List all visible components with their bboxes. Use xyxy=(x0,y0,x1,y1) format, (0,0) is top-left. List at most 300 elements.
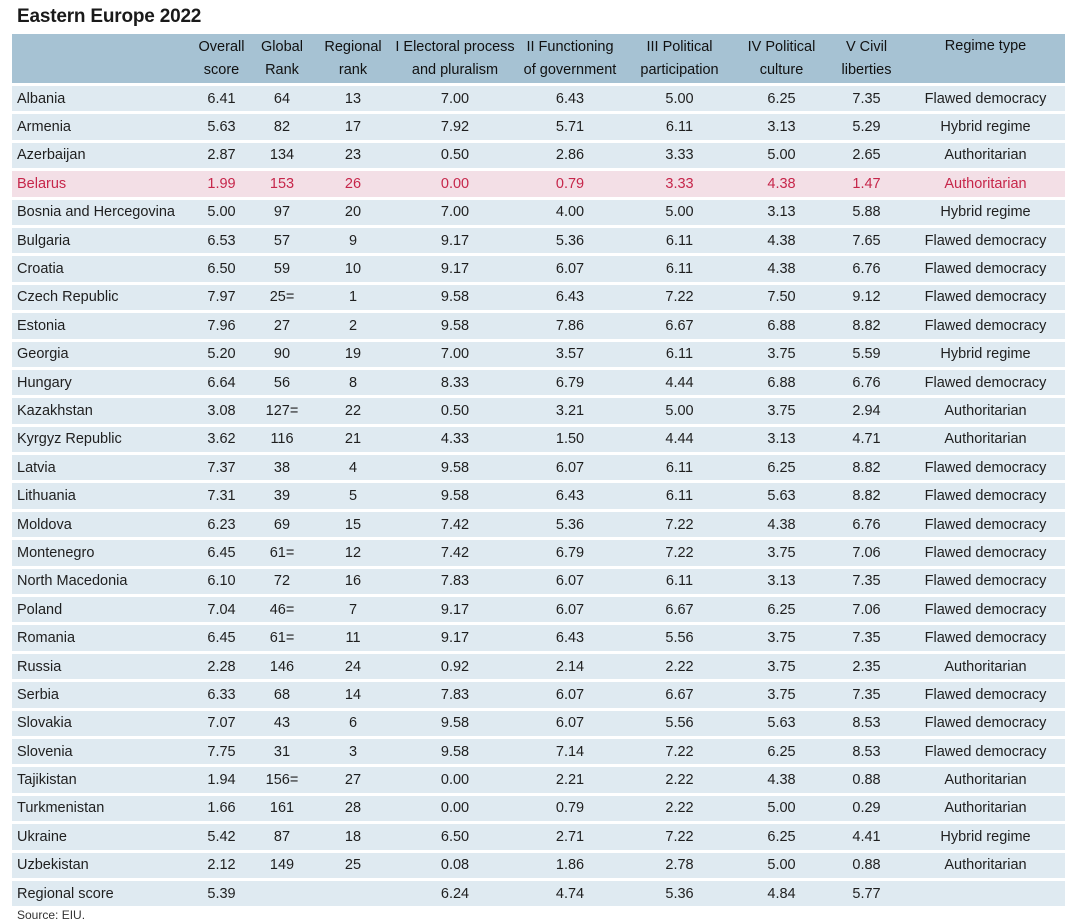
cell-regional-rank: 21 xyxy=(313,424,393,452)
cell-global-rank: 68 xyxy=(251,679,313,707)
cell-civil-liberties: 8.53 xyxy=(827,736,906,764)
cell-overall-score: 7.37 xyxy=(192,452,251,480)
cell-regional-rank: 9 xyxy=(313,225,393,253)
cell-political-participation: 2.22 xyxy=(623,793,736,821)
cell-electoral-process: 9.17 xyxy=(393,225,517,253)
cell-political-participation: 6.11 xyxy=(623,339,736,367)
cell-civil-liberties: 8.53 xyxy=(827,708,906,736)
cell-political-participation: 7.22 xyxy=(623,537,736,565)
cell-functioning-government: 6.43 xyxy=(517,282,623,310)
cell-global-rank: 72 xyxy=(251,566,313,594)
cell-country: Kyrgyz Republic xyxy=(12,424,192,452)
cell-global-rank: 27 xyxy=(251,310,313,338)
cell-overall-score: 2.12 xyxy=(192,850,251,878)
cell-regime-type: Authoritarian xyxy=(906,424,1065,452)
cell-electoral-process: 9.17 xyxy=(393,253,517,281)
cell-overall-score: 7.97 xyxy=(192,282,251,310)
cell-functioning-government: 6.07 xyxy=(517,452,623,480)
cell-regional-rank: 18 xyxy=(313,821,393,849)
table-row xyxy=(12,651,1065,679)
cell-country: Regional score xyxy=(12,878,192,906)
cell-country: Georgia xyxy=(12,339,192,367)
cell-political-culture: 6.88 xyxy=(736,310,827,338)
cell-regional-rank: 22 xyxy=(313,395,393,423)
cell-global-rank: 69 xyxy=(251,509,313,537)
cell-civil-liberties: 2.35 xyxy=(827,651,906,679)
cell-functioning-government: 6.07 xyxy=(517,253,623,281)
cell-regional-rank: 14 xyxy=(313,679,393,707)
cell-political-culture: 6.25 xyxy=(736,821,827,849)
cell-country: Slovakia xyxy=(12,708,192,736)
cell-functioning-government: 1.86 xyxy=(517,850,623,878)
cell-regional-rank: 27 xyxy=(313,764,393,792)
cell-political-participation: 5.36 xyxy=(623,878,736,906)
table-row xyxy=(12,339,1065,367)
header-regime-type: Regime type xyxy=(906,34,1065,83)
cell-global-rank: 153 xyxy=(251,168,313,196)
cell-regional-rank: 3 xyxy=(313,736,393,764)
cell-overall-score: 5.39 xyxy=(192,878,251,906)
cell-functioning-government: 6.79 xyxy=(517,537,623,565)
table-row xyxy=(12,83,1065,111)
cell-civil-liberties: 7.06 xyxy=(827,537,906,565)
cell-global-rank: 90 xyxy=(251,339,313,367)
cell-functioning-government: 5.36 xyxy=(517,509,623,537)
cell-civil-liberties: 0.29 xyxy=(827,793,906,821)
source-note: Source: EIU. xyxy=(17,908,86,922)
cell-regional-rank: 1 xyxy=(313,282,393,310)
cell-political-participation: 5.56 xyxy=(623,622,736,650)
cell-political-participation: 6.67 xyxy=(623,679,736,707)
cell-functioning-government: 4.00 xyxy=(517,197,623,225)
cell-civil-liberties: 7.35 xyxy=(827,679,906,707)
cell-global-rank: 61= xyxy=(251,537,313,565)
cell-civil-liberties: 6.76 xyxy=(827,509,906,537)
democracy-index-table xyxy=(12,34,1065,906)
cell-functioning-government: 4.74 xyxy=(517,878,623,906)
table-row xyxy=(12,253,1065,281)
cell-global-rank: 56 xyxy=(251,367,313,395)
header-civil-liberties: V Civil liberties xyxy=(827,34,906,83)
table-row xyxy=(12,367,1065,395)
cell-civil-liberties: 4.41 xyxy=(827,821,906,849)
cell-civil-liberties: 7.35 xyxy=(827,83,906,111)
cell-political-participation: 7.22 xyxy=(623,736,736,764)
cell-civil-liberties: 0.88 xyxy=(827,764,906,792)
cell-overall-score: 6.53 xyxy=(192,225,251,253)
cell-political-participation: 4.44 xyxy=(623,367,736,395)
cell-functioning-government: 3.57 xyxy=(517,339,623,367)
cell-regional-rank: 13 xyxy=(313,83,393,111)
table-row xyxy=(12,168,1065,196)
cell-global-rank: 61= xyxy=(251,622,313,650)
cell-global-rank: 43 xyxy=(251,708,313,736)
cell-political-participation: 6.11 xyxy=(623,111,736,139)
cell-electoral-process: 7.00 xyxy=(393,83,517,111)
cell-functioning-government: 6.07 xyxy=(517,566,623,594)
cell-electoral-process: 7.83 xyxy=(393,566,517,594)
cell-electoral-process: 7.42 xyxy=(393,509,517,537)
cell-country: Tajikistan xyxy=(12,764,192,792)
cell-overall-score: 5.20 xyxy=(192,339,251,367)
cell-political-culture: 3.75 xyxy=(736,395,827,423)
table-row xyxy=(12,878,1065,906)
cell-regime-type: Flawed democracy xyxy=(906,83,1065,111)
cell-regime-type: Flawed democracy xyxy=(906,480,1065,508)
cell-regime-type: Flawed democracy xyxy=(906,708,1065,736)
table-row xyxy=(12,197,1065,225)
table-row xyxy=(12,480,1065,508)
cell-political-participation: 7.22 xyxy=(623,509,736,537)
cell-functioning-government: 0.79 xyxy=(517,793,623,821)
cell-regime-type: Flawed democracy xyxy=(906,509,1065,537)
cell-country: Montenegro xyxy=(12,537,192,565)
cell-country: Kazakhstan xyxy=(12,395,192,423)
cell-country: Czech Republic xyxy=(12,282,192,310)
cell-overall-score: 5.63 xyxy=(192,111,251,139)
cell-regional-rank: 10 xyxy=(313,253,393,281)
cell-political-culture: 5.00 xyxy=(736,850,827,878)
header-electoral-process: I Electoral process and pluralism xyxy=(393,34,517,83)
cell-regime-type: Flawed democracy xyxy=(906,537,1065,565)
cell-civil-liberties: 2.94 xyxy=(827,395,906,423)
cell-political-participation: 6.11 xyxy=(623,225,736,253)
cell-civil-liberties: 7.35 xyxy=(827,622,906,650)
cell-functioning-government: 0.79 xyxy=(517,168,623,196)
cell-political-culture: 7.50 xyxy=(736,282,827,310)
cell-electoral-process: 7.00 xyxy=(393,197,517,225)
cell-country: Belarus xyxy=(12,168,192,196)
cell-global-rank: 87 xyxy=(251,821,313,849)
table-row xyxy=(12,821,1065,849)
cell-regime-type: Hybrid regime xyxy=(906,197,1065,225)
table-row xyxy=(12,679,1065,707)
cell-political-culture: 3.75 xyxy=(736,679,827,707)
cell-political-culture: 6.25 xyxy=(736,83,827,111)
table-body xyxy=(12,83,1065,906)
table-row xyxy=(12,310,1065,338)
table-row xyxy=(12,793,1065,821)
cell-global-rank: 31 xyxy=(251,736,313,764)
cell-regime-type: Authoritarian xyxy=(906,651,1065,679)
cell-functioning-government: 1.50 xyxy=(517,424,623,452)
cell-political-culture: 4.38 xyxy=(736,509,827,537)
cell-functioning-government: 3.21 xyxy=(517,395,623,423)
cell-civil-liberties: 4.71 xyxy=(827,424,906,452)
table-row xyxy=(12,282,1065,310)
cell-regime-type: Flawed democracy xyxy=(906,452,1065,480)
cell-overall-score: 1.99 xyxy=(192,168,251,196)
table-row xyxy=(12,111,1065,139)
cell-regime-type: Authoritarian xyxy=(906,764,1065,792)
cell-overall-score: 2.87 xyxy=(192,140,251,168)
cell-regional-rank: 19 xyxy=(313,339,393,367)
cell-country: Ukraine xyxy=(12,821,192,849)
cell-political-culture: 5.00 xyxy=(736,793,827,821)
table-title: Eastern Europe 2022 xyxy=(17,6,202,27)
cell-electoral-process: 6.24 xyxy=(393,878,517,906)
cell-regime-type: Flawed democracy xyxy=(906,736,1065,764)
cell-regime-type: Flawed democracy xyxy=(906,679,1065,707)
cell-electoral-process: 0.00 xyxy=(393,764,517,792)
cell-political-participation: 5.00 xyxy=(623,83,736,111)
cell-overall-score: 6.64 xyxy=(192,367,251,395)
cell-political-participation: 6.11 xyxy=(623,566,736,594)
cell-functioning-government: 6.79 xyxy=(517,367,623,395)
cell-political-culture: 3.13 xyxy=(736,566,827,594)
cell-global-rank: 149 xyxy=(251,850,313,878)
cell-overall-score: 7.04 xyxy=(192,594,251,622)
cell-overall-score: 1.94 xyxy=(192,764,251,792)
cell-civil-liberties: 9.12 xyxy=(827,282,906,310)
cell-country: Turkmenistan xyxy=(12,793,192,821)
cell-regime-type: Authoritarian xyxy=(906,850,1065,878)
cell-political-participation: 4.44 xyxy=(623,424,736,452)
table-row xyxy=(12,566,1065,594)
cell-global-rank: 46= xyxy=(251,594,313,622)
cell-regional-rank: 17 xyxy=(313,111,393,139)
cell-regional-rank: 23 xyxy=(313,140,393,168)
cell-regime-type: Flawed democracy xyxy=(906,367,1065,395)
cell-political-participation: 7.22 xyxy=(623,282,736,310)
cell-global-rank xyxy=(251,878,313,906)
table-row xyxy=(12,736,1065,764)
table-row xyxy=(12,708,1065,736)
cell-global-rank: 25= xyxy=(251,282,313,310)
cell-country: Croatia xyxy=(12,253,192,281)
cell-electoral-process: 7.42 xyxy=(393,537,517,565)
table-row xyxy=(12,225,1065,253)
header-overall-score: Overall score xyxy=(192,34,251,83)
cell-electoral-process: 9.17 xyxy=(393,594,517,622)
cell-electoral-process: 9.58 xyxy=(393,708,517,736)
cell-regime-type: Hybrid regime xyxy=(906,339,1065,367)
cell-overall-score: 6.10 xyxy=(192,566,251,594)
cell-civil-liberties: 0.88 xyxy=(827,850,906,878)
cell-overall-score: 7.75 xyxy=(192,736,251,764)
cell-regime-type: Flawed democracy xyxy=(906,282,1065,310)
cell-regional-rank: 15 xyxy=(313,509,393,537)
cell-regime-type: Hybrid regime xyxy=(906,821,1065,849)
cell-regime-type: Flawed democracy xyxy=(906,622,1065,650)
cell-electoral-process: 9.58 xyxy=(393,452,517,480)
cell-civil-liberties: 6.76 xyxy=(827,367,906,395)
cell-regional-rank: 6 xyxy=(313,708,393,736)
cell-civil-liberties: 7.35 xyxy=(827,566,906,594)
table-row xyxy=(12,452,1065,480)
cell-political-participation: 2.78 xyxy=(623,850,736,878)
cell-regime-type: Flawed democracy xyxy=(906,310,1065,338)
cell-overall-score: 5.42 xyxy=(192,821,251,849)
cell-global-rank: 97 xyxy=(251,197,313,225)
cell-political-participation: 2.22 xyxy=(623,764,736,792)
cell-regional-rank: 5 xyxy=(313,480,393,508)
cell-political-culture: 5.00 xyxy=(736,140,827,168)
cell-regime-type: Flawed democracy xyxy=(906,225,1065,253)
cell-country: Uzbekistan xyxy=(12,850,192,878)
table-row xyxy=(12,537,1065,565)
cell-regional-rank: 20 xyxy=(313,197,393,225)
cell-regional-rank: 16 xyxy=(313,566,393,594)
cell-functioning-government: 7.86 xyxy=(517,310,623,338)
cell-political-culture: 6.88 xyxy=(736,367,827,395)
cell-political-culture: 5.63 xyxy=(736,480,827,508)
cell-political-culture: 5.63 xyxy=(736,708,827,736)
cell-civil-liberties: 7.65 xyxy=(827,225,906,253)
cell-overall-score: 7.96 xyxy=(192,310,251,338)
cell-electoral-process: 7.83 xyxy=(393,679,517,707)
cell-functioning-government: 6.07 xyxy=(517,708,623,736)
cell-civil-liberties: 8.82 xyxy=(827,452,906,480)
cell-global-rank: 82 xyxy=(251,111,313,139)
cell-electoral-process: 7.00 xyxy=(393,339,517,367)
cell-civil-liberties: 1.47 xyxy=(827,168,906,196)
cell-country: Azerbaijan xyxy=(12,140,192,168)
cell-political-culture: 4.38 xyxy=(736,253,827,281)
cell-overall-score: 7.07 xyxy=(192,708,251,736)
header-regional-rank: Regional rank xyxy=(313,34,393,83)
cell-overall-score: 6.23 xyxy=(192,509,251,537)
cell-regime-type: Hybrid regime xyxy=(906,111,1065,139)
cell-civil-liberties: 5.29 xyxy=(827,111,906,139)
cell-political-participation: 6.67 xyxy=(623,310,736,338)
cell-overall-score: 3.08 xyxy=(192,395,251,423)
cell-overall-score: 1.66 xyxy=(192,793,251,821)
cell-country: Estonia xyxy=(12,310,192,338)
cell-global-rank: 161 xyxy=(251,793,313,821)
cell-overall-score: 5.00 xyxy=(192,197,251,225)
cell-functioning-government: 6.43 xyxy=(517,480,623,508)
cell-overall-score: 6.33 xyxy=(192,679,251,707)
cell-civil-liberties: 7.06 xyxy=(827,594,906,622)
cell-functioning-government: 6.43 xyxy=(517,83,623,111)
cell-functioning-government: 6.07 xyxy=(517,594,623,622)
cell-political-participation: 6.11 xyxy=(623,452,736,480)
cell-regime-type xyxy=(906,878,1065,906)
cell-overall-score: 6.50 xyxy=(192,253,251,281)
cell-electoral-process: 7.92 xyxy=(393,111,517,139)
cell-political-culture: 3.75 xyxy=(736,651,827,679)
cell-electoral-process: 9.17 xyxy=(393,622,517,650)
cell-electoral-process: 4.33 xyxy=(393,424,517,452)
cell-global-rank: 64 xyxy=(251,83,313,111)
cell-political-culture: 3.13 xyxy=(736,197,827,225)
cell-country: Bosnia and Hercegovina xyxy=(12,197,192,225)
cell-regional-rank: 12 xyxy=(313,537,393,565)
cell-global-rank: 116 xyxy=(251,424,313,452)
cell-overall-score: 6.45 xyxy=(192,537,251,565)
cell-political-culture: 4.84 xyxy=(736,878,827,906)
cell-political-culture: 6.25 xyxy=(736,736,827,764)
cell-regional-rank: 4 xyxy=(313,452,393,480)
cell-functioning-government: 7.14 xyxy=(517,736,623,764)
cell-electoral-process: 0.00 xyxy=(393,793,517,821)
cell-regime-type: Authoritarian xyxy=(906,793,1065,821)
cell-overall-score: 2.28 xyxy=(192,651,251,679)
table-row xyxy=(12,424,1065,452)
cell-electoral-process: 0.50 xyxy=(393,140,517,168)
cell-political-culture: 3.75 xyxy=(736,622,827,650)
table-row xyxy=(12,509,1065,537)
cell-country: Russia xyxy=(12,651,192,679)
cell-electoral-process: 8.33 xyxy=(393,367,517,395)
cell-country: Poland xyxy=(12,594,192,622)
cell-political-culture: 6.25 xyxy=(736,594,827,622)
cell-overall-score: 6.45 xyxy=(192,622,251,650)
cell-regime-type: Authoritarian xyxy=(906,140,1065,168)
cell-overall-score: 6.41 xyxy=(192,83,251,111)
cell-electoral-process: 6.50 xyxy=(393,821,517,849)
cell-global-rank: 38 xyxy=(251,452,313,480)
cell-regional-rank: 25 xyxy=(313,850,393,878)
cell-regime-type: Flawed democracy xyxy=(906,253,1065,281)
cell-civil-liberties: 5.88 xyxy=(827,197,906,225)
cell-political-participation: 6.11 xyxy=(623,480,736,508)
cell-political-participation: 5.56 xyxy=(623,708,736,736)
cell-political-culture: 3.75 xyxy=(736,339,827,367)
cell-political-participation: 6.11 xyxy=(623,253,736,281)
cell-global-rank: 127= xyxy=(251,395,313,423)
cell-political-participation: 5.00 xyxy=(623,395,736,423)
cell-political-culture: 4.38 xyxy=(736,764,827,792)
cell-overall-score: 7.31 xyxy=(192,480,251,508)
cell-global-rank: 57 xyxy=(251,225,313,253)
cell-global-rank: 146 xyxy=(251,651,313,679)
cell-electoral-process: 0.00 xyxy=(393,168,517,196)
cell-country: Latvia xyxy=(12,452,192,480)
cell-functioning-government: 2.71 xyxy=(517,821,623,849)
cell-functioning-government: 5.71 xyxy=(517,111,623,139)
cell-country: Moldova xyxy=(12,509,192,537)
header-political-participation: III Political participation xyxy=(623,34,736,83)
cell-political-culture: 3.75 xyxy=(736,537,827,565)
cell-civil-liberties: 2.65 xyxy=(827,140,906,168)
cell-global-rank: 59 xyxy=(251,253,313,281)
cell-country: Bulgaria xyxy=(12,225,192,253)
cell-political-culture: 4.38 xyxy=(736,225,827,253)
cell-regime-type: Flawed democracy xyxy=(906,566,1065,594)
header-global-rank: Global Rank xyxy=(251,34,313,83)
cell-electoral-process: 0.08 xyxy=(393,850,517,878)
cell-country: Romania xyxy=(12,622,192,650)
cell-regime-type: Authoritarian xyxy=(906,168,1065,196)
cell-regional-rank xyxy=(313,878,393,906)
cell-political-culture: 6.25 xyxy=(736,452,827,480)
cell-electoral-process: 0.92 xyxy=(393,651,517,679)
header-political-culture: IV Political culture xyxy=(736,34,827,83)
cell-global-rank: 134 xyxy=(251,140,313,168)
cell-civil-liberties: 6.76 xyxy=(827,253,906,281)
cell-country: Armenia xyxy=(12,111,192,139)
cell-regional-rank: 2 xyxy=(313,310,393,338)
cell-political-participation: 7.22 xyxy=(623,821,736,849)
cell-regional-rank: 24 xyxy=(313,651,393,679)
cell-civil-liberties: 8.82 xyxy=(827,480,906,508)
cell-functioning-government: 2.86 xyxy=(517,140,623,168)
cell-regional-rank: 7 xyxy=(313,594,393,622)
cell-political-culture: 4.38 xyxy=(736,168,827,196)
cell-electoral-process: 9.58 xyxy=(393,480,517,508)
cell-political-participation: 2.22 xyxy=(623,651,736,679)
cell-country: Albania xyxy=(12,83,192,111)
cell-political-participation: 5.00 xyxy=(623,197,736,225)
cell-functioning-government: 2.14 xyxy=(517,651,623,679)
cell-civil-liberties: 8.82 xyxy=(827,310,906,338)
cell-regional-rank: 11 xyxy=(313,622,393,650)
cell-political-culture: 3.13 xyxy=(736,111,827,139)
cell-country: Serbia xyxy=(12,679,192,707)
cell-functioning-government: 6.07 xyxy=(517,679,623,707)
